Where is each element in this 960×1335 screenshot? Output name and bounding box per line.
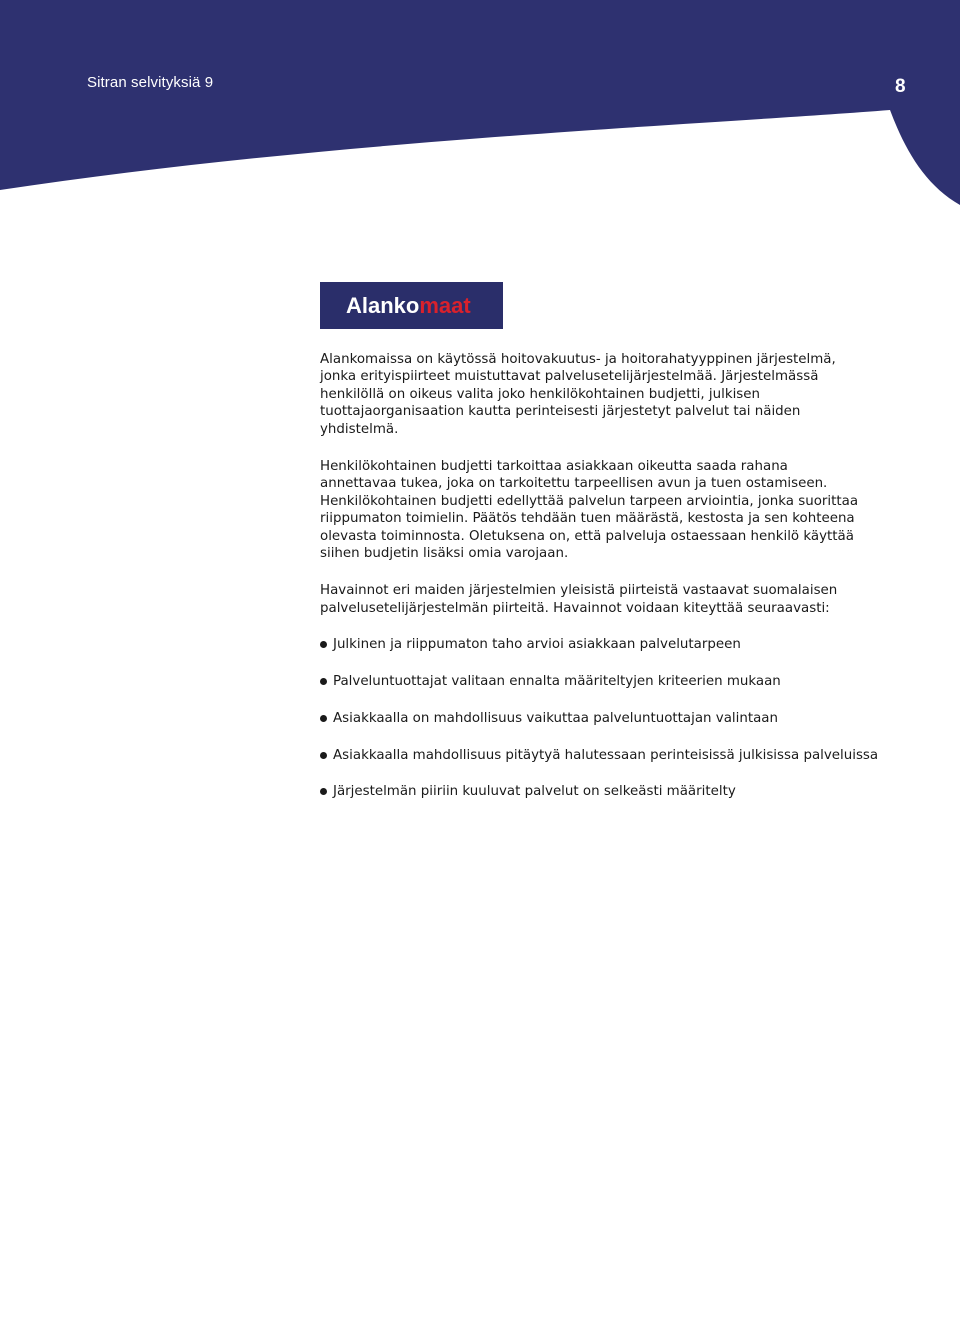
section-label-part2: maat xyxy=(419,293,471,318)
list-item-text: Asiakkaalla on mahdollisuus vaikuttaa palveluntuottajan valintaan xyxy=(333,710,779,726)
bullet-icon xyxy=(320,788,327,795)
main-content xyxy=(320,351,879,820)
page-number: 8 xyxy=(895,76,906,97)
bullet-icon xyxy=(320,678,327,685)
series-title: Sitran selvityksiä 9 xyxy=(87,74,214,91)
section-label-part1: Alanko xyxy=(346,293,420,318)
paragraph-2: Henkilökohtainen budjetti tarkoittaa asiakkaan oikeutta saada rahana annettavaa tukea, joka on tarkoitettu tarpeellisen avun ja tuen ostamiseen. Henkilökohtainen budjetti edellyttää palvelun tarpeen arviointia, jonka suorittaa riippumaton toimielin. Päätös tehdään tuen määrästä, kestosta ja sen kohteena olevasta toiminnosta. Oletuksena on, että palveluja ostaessaan henkilö käyttää siihen budjetin lisäksi omia varojaan. xyxy=(320,459,859,562)
bullet-icon xyxy=(320,752,327,759)
header-band xyxy=(0,0,960,210)
header-wave-shape xyxy=(0,0,960,205)
section-label-netherlands xyxy=(320,282,503,329)
list-item-text: Järjestelmän piiriin kuuluvat palvelut on selkeästi määritelty xyxy=(333,784,736,800)
list-item xyxy=(320,636,865,654)
bullet-icon xyxy=(320,715,327,722)
observations-list xyxy=(320,636,879,801)
list-item-text: Palveluntuottajat valitaan ennalta määriteltyjen kriteerien mukaan xyxy=(333,674,781,690)
paragraph-1: Alankomaissa on käytössä hoitovakuutus- ja hoitorahatyyppinen järjestelmä, jonka erityispiirteet muistuttavat palvelusetelijärjestelmää. Järjestelmässä henkilöllä on oikeus valita joko henkilökohtainen budjetti, julkisen tuottajaorganisaation kautta perinteisesti järjestetyt palvelut tai näiden yhdistelmä. xyxy=(320,352,836,437)
paragraph-3: Havainnot eri maiden järjestelmien yleisistä piirteistä vastaavat suomalaisen palvelusetelijärjestelmän piirteitä. Havainnot voidaan kiteyttää seuraavasti: xyxy=(320,583,838,616)
list-item-text: Julkinen ja riippumaton taho arvioi asiakkaan palvelutarpeen xyxy=(333,637,741,653)
bullet-icon xyxy=(320,641,327,648)
list-item-text: Asiakkaalla mahdollisuus pitäytyä halutessaan perinteisissä julkisissa palveluissa xyxy=(333,747,879,763)
list-item xyxy=(320,710,865,728)
list-item xyxy=(320,783,865,801)
list-item xyxy=(320,673,865,691)
list-item xyxy=(320,747,879,765)
